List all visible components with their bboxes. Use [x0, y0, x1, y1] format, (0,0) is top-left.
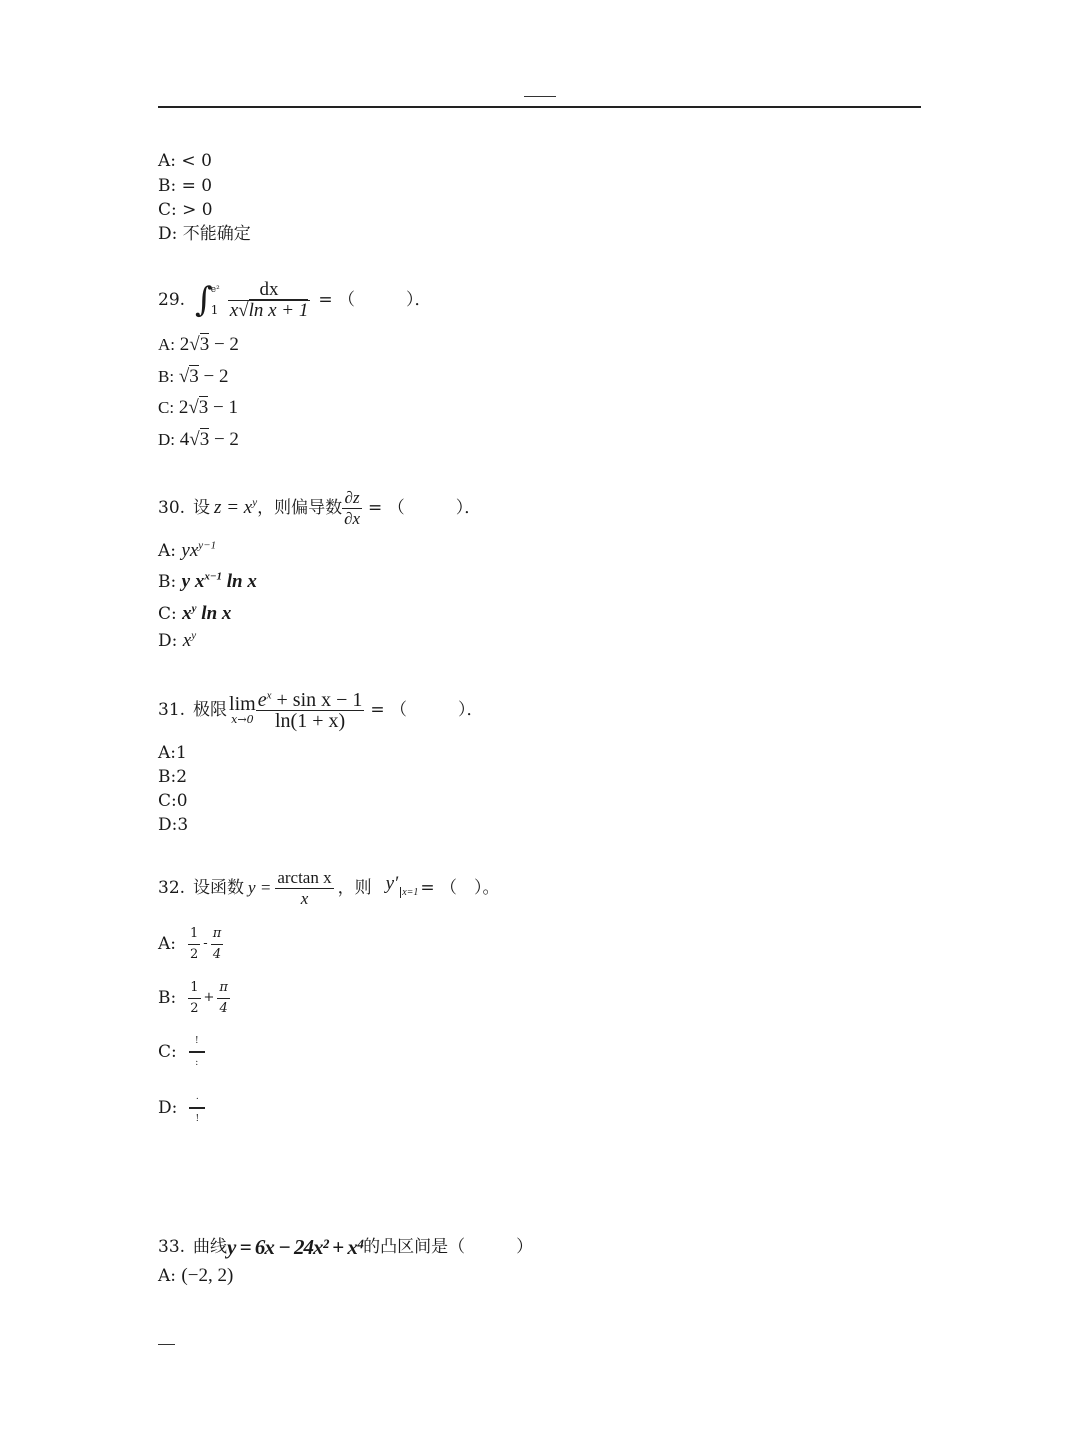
- option-value: 1: [176, 743, 187, 763]
- q30-option-d: [158, 631, 196, 651]
- option-label: C:: [158, 200, 177, 220]
- lim-operator: lim: [229, 693, 256, 715]
- option-base: x: [182, 630, 192, 651]
- option-label: A:: [158, 151, 177, 171]
- option-coef: 4: [179, 429, 190, 450]
- header-rule: [158, 106, 921, 108]
- question-number: 30.: [158, 498, 186, 518]
- fraction-numerator: π: [219, 979, 228, 995]
- footer-dash: [158, 1344, 175, 1345]
- fraction-denominator: 4: [219, 1000, 228, 1016]
- q32-fraction: [275, 868, 333, 909]
- question-mid: ，则: [337, 878, 372, 898]
- option-label: B:: [158, 767, 177, 787]
- option-label: D:: [158, 1098, 178, 1118]
- formula-base: z = x: [214, 497, 253, 518]
- q32-option-a: [158, 920, 223, 968]
- option-operator: +: [203, 990, 215, 1005]
- formula-exponent: y: [252, 496, 258, 509]
- option-value: (−2, 2): [181, 1265, 234, 1286]
- q30-formula: [214, 498, 257, 518]
- numerator-exponent: x: [266, 688, 272, 701]
- fraction-numerator: .: [195, 1092, 199, 1102]
- q29-option-a: A: 2√3 − 2: [158, 334, 239, 355]
- q31-fraction: [256, 690, 365, 731]
- question-number: 29.: [158, 290, 186, 310]
- option-value: 0: [176, 791, 188, 811]
- q32-option-d: [158, 1084, 205, 1132]
- q32-option-c: [158, 1030, 205, 1074]
- option-label: A:: [158, 541, 177, 561]
- fraction-numerator: ∂z: [344, 487, 360, 507]
- q33-stem: [158, 1234, 533, 1260]
- header-short-rule: [524, 96, 556, 97]
- answer-blank: = （ ）。: [420, 878, 500, 898]
- fraction-denominator: !: [195, 1114, 200, 1124]
- question-prefix: 设函数: [193, 878, 245, 898]
- option-rest: − 2: [213, 334, 239, 355]
- q32-option-b: [158, 974, 230, 1022]
- q29-integral: [195, 280, 310, 321]
- q29-option-d: D: 4√3 − 2: [158, 429, 239, 450]
- fraction-numerator: 1: [190, 979, 199, 995]
- option-label: B:: [158, 988, 177, 1008]
- option-exponent: y: [191, 602, 197, 615]
- fraction-denominator-x: x: [229, 299, 239, 321]
- option-rest: − 2: [203, 366, 229, 387]
- option-rest: − 2: [213, 429, 239, 450]
- option-label: C:: [158, 791, 177, 811]
- question-number: 31.: [158, 700, 186, 720]
- derivative-symbol: y′: [385, 872, 399, 894]
- question-number: 32.: [158, 878, 186, 898]
- option-label: A:: [158, 335, 175, 354]
- option-rest: − 1: [213, 397, 238, 418]
- q31-lim: [229, 694, 256, 726]
- fraction-denominator: x: [300, 888, 309, 908]
- fraction-denominator: 4: [212, 946, 222, 962]
- option-label: B:: [158, 572, 177, 592]
- option-radicand: 3: [189, 366, 199, 387]
- q29-option-b: B: √3 − 2: [158, 366, 229, 387]
- q28-option-c: [158, 200, 213, 220]
- fraction-denominator: ln(1 + x): [274, 709, 346, 732]
- option-value: = 0: [181, 176, 213, 196]
- fraction-denominator-radicand: ln x + 1: [248, 299, 309, 321]
- option-value: 3: [177, 815, 189, 835]
- option-radicand: 3: [198, 397, 209, 418]
- option-label: D:: [158, 430, 175, 449]
- answer-blank: = （ ）．: [368, 498, 482, 518]
- option-operator: -: [203, 936, 208, 951]
- lim-subscript: x→0: [231, 713, 254, 726]
- option-base: yx: [181, 540, 199, 561]
- fraction-denominator: 2: [190, 1000, 199, 1016]
- option-base: x: [182, 603, 192, 624]
- option-base: y x: [181, 571, 205, 592]
- q29-fraction: $\frac{dx}{\text{x√ln x + 1}}$: [229, 278, 309, 321]
- option-label: C:: [158, 1042, 177, 1062]
- q28-option-b: [158, 176, 212, 196]
- option-label: C:: [158, 604, 177, 624]
- option-exponent: y−1: [198, 539, 217, 552]
- q33-formula: y = 6x − 24x² + x⁴: [227, 1235, 364, 1259]
- integral-upper-limit: e²: [210, 285, 220, 295]
- answer-blank: = （ ）．: [370, 700, 484, 720]
- option-radicand: 3: [199, 334, 210, 355]
- option-coef: 2: [178, 397, 189, 418]
- option-label: A:: [158, 743, 177, 763]
- option-rest: ln x: [226, 571, 257, 592]
- option-label: A:: [158, 1266, 177, 1286]
- numerator-base: e: [257, 688, 267, 711]
- q31-option-b: [158, 767, 187, 787]
- option-radicand: 3: [199, 429, 210, 450]
- derivative-subscript: x=1: [402, 886, 419, 898]
- q30-stem: [158, 483, 481, 533]
- option-label: C:: [158, 398, 175, 417]
- fraction-numerator: arctan x: [277, 867, 332, 887]
- q30-partial-fraction: [342, 488, 362, 529]
- integral-lower-limit: 1: [210, 303, 219, 317]
- fraction-numerator: π: [212, 925, 222, 941]
- fraction-numerator: 1: [190, 925, 199, 941]
- answer-blank: 的凸区间是（ ）: [363, 1237, 534, 1257]
- q30-option-c: [158, 604, 231, 624]
- question-prefix: 极限: [193, 700, 228, 720]
- fraction-numerator: !: [194, 1036, 199, 1046]
- option-exponent: x−1: [204, 570, 222, 583]
- q31-option-a: [158, 743, 187, 763]
- option-value: 2: [176, 767, 188, 787]
- fraction-numerator: dx: [259, 278, 279, 300]
- question-mid: ，则偏导数: [257, 498, 343, 518]
- option-label: D:: [158, 224, 178, 244]
- option-label: D:: [158, 815, 178, 835]
- option-rest: ln x: [201, 603, 232, 624]
- option-label: D:: [158, 631, 178, 651]
- q31-option-d: [158, 815, 188, 835]
- option-coef: 2: [179, 334, 190, 355]
- q31-stem: [158, 682, 484, 738]
- q31-option-c: [158, 791, 188, 811]
- option-value: < 0: [181, 151, 212, 171]
- option-exponent: y: [191, 629, 197, 642]
- q32-stem: [158, 862, 500, 914]
- q28-option-a: [158, 151, 212, 171]
- option-label: A:: [158, 934, 177, 954]
- q30-option-b: [158, 572, 257, 592]
- fraction-denominator: ∂x: [344, 508, 361, 528]
- question-number: 33.: [158, 1237, 186, 1257]
- q30-option-a: [158, 541, 216, 561]
- answer-blank: = （ ）．: [318, 290, 432, 310]
- option-value: 不能确定: [182, 224, 251, 244]
- y-equals: y =: [248, 878, 272, 897]
- integral-sign: ∫: [195, 280, 213, 320]
- q29-stem: [158, 272, 432, 328]
- option-label: B:: [158, 176, 177, 196]
- fraction-denominator: :: [195, 1058, 199, 1068]
- option-value: > 0: [182, 200, 213, 220]
- numerator-rest: + sin x − 1: [276, 688, 363, 711]
- question-prefix: 曲线: [193, 1237, 228, 1257]
- option-label: B:: [158, 367, 175, 386]
- question-prefix: 设: [193, 498, 211, 518]
- q28-option-d: [158, 224, 251, 244]
- q29-option-c: C: 2√3 − 1: [158, 397, 238, 418]
- q33-option-a: [158, 1266, 233, 1286]
- fraction-denominator: 2: [190, 946, 199, 962]
